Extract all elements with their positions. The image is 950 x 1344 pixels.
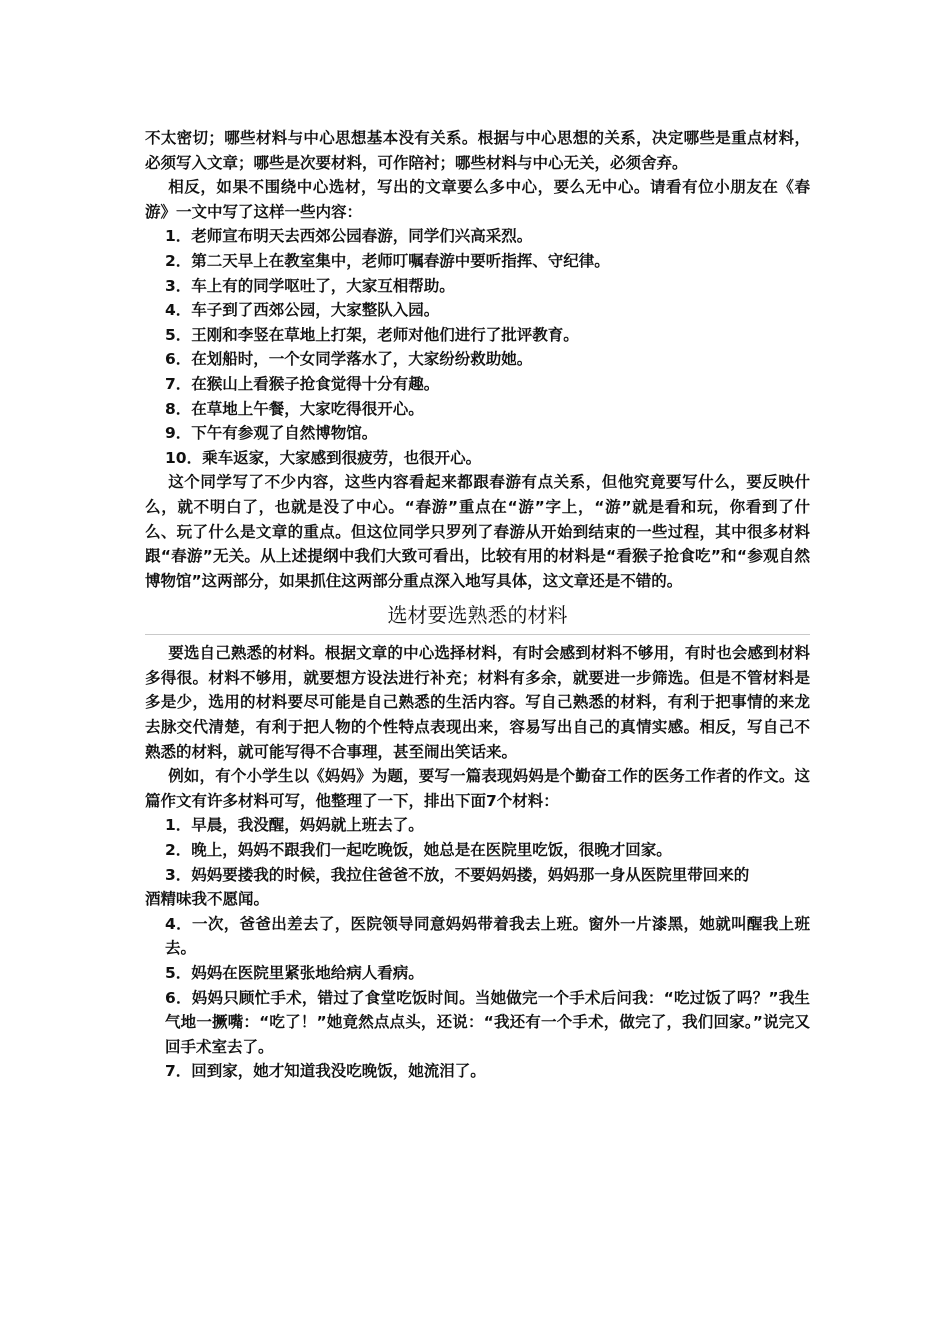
section-heading: 选材要选熟悉的材料 (145, 601, 810, 635)
list-item: 8．在草地上午餐，大家吃得很开心。 (165, 399, 424, 418)
list-item: 3．车上有的同学呕吐了，大家互相帮助。 (165, 276, 455, 295)
spring-outing-list (145, 224, 810, 470)
list-item: 5．妈妈在医院里紧张地给病人看病。 (165, 964, 424, 982)
familiar-material-paragraph: 要选自己熟悉的材料。根据文章的中心选择材料，有时会感到材料不够用，有时也会感到材料多得很。材料不够用，就要想方设法进行补充；材料有多余，就要进一步筛选。但是不管材料是多是少，选用的材料要尽可能是自己熟悉的生活内容。写自己熟悉的材料，有利于把事情的来龙去脉交代清楚，有利于把人物的个性特点表现出来，容易写出自己的真情实感。相反，写自己不熟悉的材料，就可能写得不合事理，甚至闹出笑话来。 (145, 644, 810, 761)
list-item: 3．妈妈要搂我的时候，我拉住爸爸不放，不要妈妈搂，妈妈那一身从医院里带回来的 (165, 865, 750, 884)
list-item: 5．王刚和李竖在草地上打架，老师对他们进行了批评教育。 (165, 325, 579, 344)
list-item: 2．第二天早上在教室集中，老师叮嘱春游中要听指挥、守纪律。 (165, 251, 610, 270)
list-item: 4．一次，爸爸出差去了，医院领导同意妈妈带着我去上班。窗外一片漆黑，她就叫醒我上班去。 (165, 914, 810, 958)
list-item: 9．下午有参观了自然博物馆。 (165, 424, 378, 443)
document-body (145, 126, 810, 1084)
list-item: 1．早晨，我没醒，妈妈就上班去了。 (165, 816, 424, 835)
example-paragraph: 例如，有个小学生以《妈妈》为题，要写一篇表现妈妈是个勤奋工作的医务工作者的作文。这篇作文有许多材料可写，他整理了一下，排出下面7个材料： (145, 767, 810, 810)
list-item: 6．妈妈只顾忙手术，错过了食堂吃饭时间。当她做完一个手术后问我：“吃过饭了吗？”我生气地一撅嘴：“吃了！”她竟然点点头，还说：“我还有一个手术，做完了，我们回家。”说完又回手术室去了。 (165, 988, 810, 1056)
list-item: 7．在猴山上看猴子抢食觉得十分有趣。 (165, 374, 440, 393)
list-item: 6．在划船时，一个女同学落水了，大家纷纷救助她。 (165, 350, 533, 369)
list-item-continuation: 酒精味我不愿闻。 (145, 890, 270, 909)
list-item: 1．老师宣布明天去西郊公园春游，同学们兴高采烈。 (165, 227, 533, 246)
mother-material-list (145, 813, 810, 1084)
list-item: 2．晚上，妈妈不跟我们一起吃晚饭，她总是在医院里吃饭，很晚才回家。 (165, 841, 672, 860)
analysis-paragraph: 这个同学写了不少内容，这些内容看起来都跟春游有点关系，但他究竟要写什么，要反映什么，就不明白了，也就是没了中心。“春游”重点在“游”字上，“游”就是看和玩，你看到了什么、玩了什么是文章的重点。但这位同学只罗列了春游从开始到结束的一些过程，其中很多材料跟“春游”无关。从上述提纲中我们大致可看出，比较有用的材料是“看猴子抢食吃”和“参观自然博物馆”这两部分，如果抓住这两部分重点深入地写具体，这文章还是不错的。 (145, 473, 810, 590)
list-item: 10．乘车返家，大家感到很疲劳，也很开心。 (165, 448, 482, 467)
intro-continuation-paragraph: 不太密切；哪些材料与中心思想基本没有关系。根据与中心思想的关系，决定哪些是重点材料，必须写入文章；哪些是次要材料，可作陪衬；哪些材料与中心无关，必须舍弃。 (145, 129, 810, 172)
contrast-paragraph: 相反，如果不围绕中心选材，写出的文章要么多中心，要么无中心。请看有位小朋友在《春游》一文中写了这样一些内容： (145, 178, 810, 221)
list-item: 4．车子到了西郊公园，大家整队入园。 (165, 301, 440, 320)
list-item: 7．回到家，她才知道我没吃晚饭，她流泪了。 (165, 1062, 486, 1081)
